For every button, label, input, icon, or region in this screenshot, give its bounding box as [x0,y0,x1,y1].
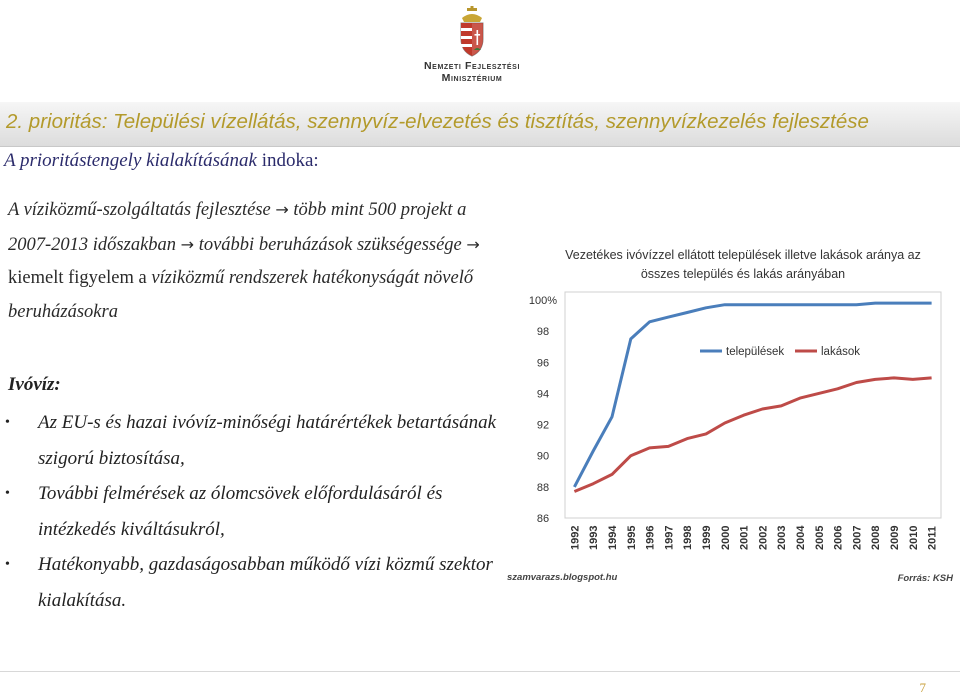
page-number: 7 [919,680,926,695]
x-tick-label: 2004 [795,525,807,550]
x-tick-label: 1996 [644,525,657,550]
bullet-icon: • [5,486,10,501]
list-item [0,405,505,476]
arrow-right-icon: → [275,200,289,219]
bullet-text: Hatékonyabb, gazdaságosabban működő vízi közmű szektor kialakítása. [38,554,493,611]
chart-title-line-2: összes település és lakás arányában [640,267,846,281]
ministry-logo [412,6,532,84]
intro-part-2: több mint 500 projekt a 2007- [8,200,467,255]
x-tick-label: 1992 [569,525,582,550]
slide-title: 2. prioritás: Települési vízellátás, szennyvíz-elvezetés és tisztítás, szennyvízkezelés fejlesztése [6,110,869,133]
y-tick-label: 88 [536,481,550,494]
bullet-text: További felmérések az ólomcsövek előfordulásáról és intézkedés kiváltásukról, [38,483,443,540]
x-tick-label: 1999 [701,525,713,550]
x-tick-label: 1994 [607,525,619,550]
source-right: Forrás: KSH [897,573,953,584]
intro-part-1: A víziközmű-szolgáltatás fejlesztése [8,200,271,220]
section-title: Ivóvíz: [8,374,61,395]
x-tick-label: 2009 [889,525,901,550]
source-left: szamvarazs.blogspot.hu [507,572,618,583]
arrow-right-icon: → [466,234,480,254]
intro-part-5: kiemelt figyelem a [8,268,147,288]
ministry-line-2: Minisztérium [441,72,503,84]
list-item [0,547,505,618]
legend-label: települések [726,346,785,358]
y-tick-label: 92 [536,419,550,432]
y-tick-label: 90 [536,450,550,463]
coat-of-arms-icon [455,6,489,58]
y-tick-label: 94 [536,388,550,401]
subtitle-italic: A prioritástengely kialakításának [4,150,257,171]
y-tick-label: 98 [536,326,550,339]
ministry-name [412,60,532,84]
x-tick-label: 1993 [588,525,601,550]
x-tick-label: 2007 [851,525,864,550]
plot-area [565,292,941,518]
y-tick-label: 100% [528,295,558,307]
y-tick-label: 96 [536,357,550,370]
intro-part-3: 2013 időszakban [51,234,177,255]
x-tick-label: 2005 [813,525,826,550]
x-tick-label: 2000 [719,525,732,550]
x-tick-label: 2002 [757,525,770,550]
intro-part-6: víziközmű rendszerek hatékonyságát növelő beruházásokra [8,268,474,322]
x-tick-label: 1998 [682,525,695,550]
title-bar [0,102,960,147]
slide-subtitle [4,150,319,172]
ministry-line-1: Nemzeti Fejlesztési [424,60,520,72]
intro-paragraph [8,193,508,329]
intro-part-4: további beruházások szükségessége [198,234,462,255]
chart-svg [505,243,955,588]
x-tick-label: 2010 [907,525,920,550]
bullet-text: Az EU-s és hazai ivóvíz-minőségi határértékek betartásának szigorú biztosítása, [38,412,497,469]
x-tick-label: 2001 [738,525,751,550]
series-line-lakasok [574,378,931,492]
x-tick-label: 2006 [832,525,845,550]
list-item [0,476,505,547]
y-tick-label: 86 [536,513,550,525]
footer-divider [0,671,960,672]
chart-title-line-1: Vezetékes ivóvízzel ellátott települések illetve lakások aránya az [565,248,921,262]
x-tick-label: 2011 [926,526,939,550]
x-tick-label: 1995 [625,525,638,550]
bullet-icon: • [5,415,10,430]
x-tick-label: 2003 [776,525,789,550]
line-chart [505,243,955,588]
x-tick-label: 2008 [870,525,883,550]
legend-label: lakások [821,346,860,358]
bullet-list [0,405,505,618]
bullet-icon: • [5,557,10,572]
arrow-right-icon: → [180,234,195,254]
subtitle-normal: indoka: [261,150,319,171]
x-tick-label: 1997 [663,525,676,550]
